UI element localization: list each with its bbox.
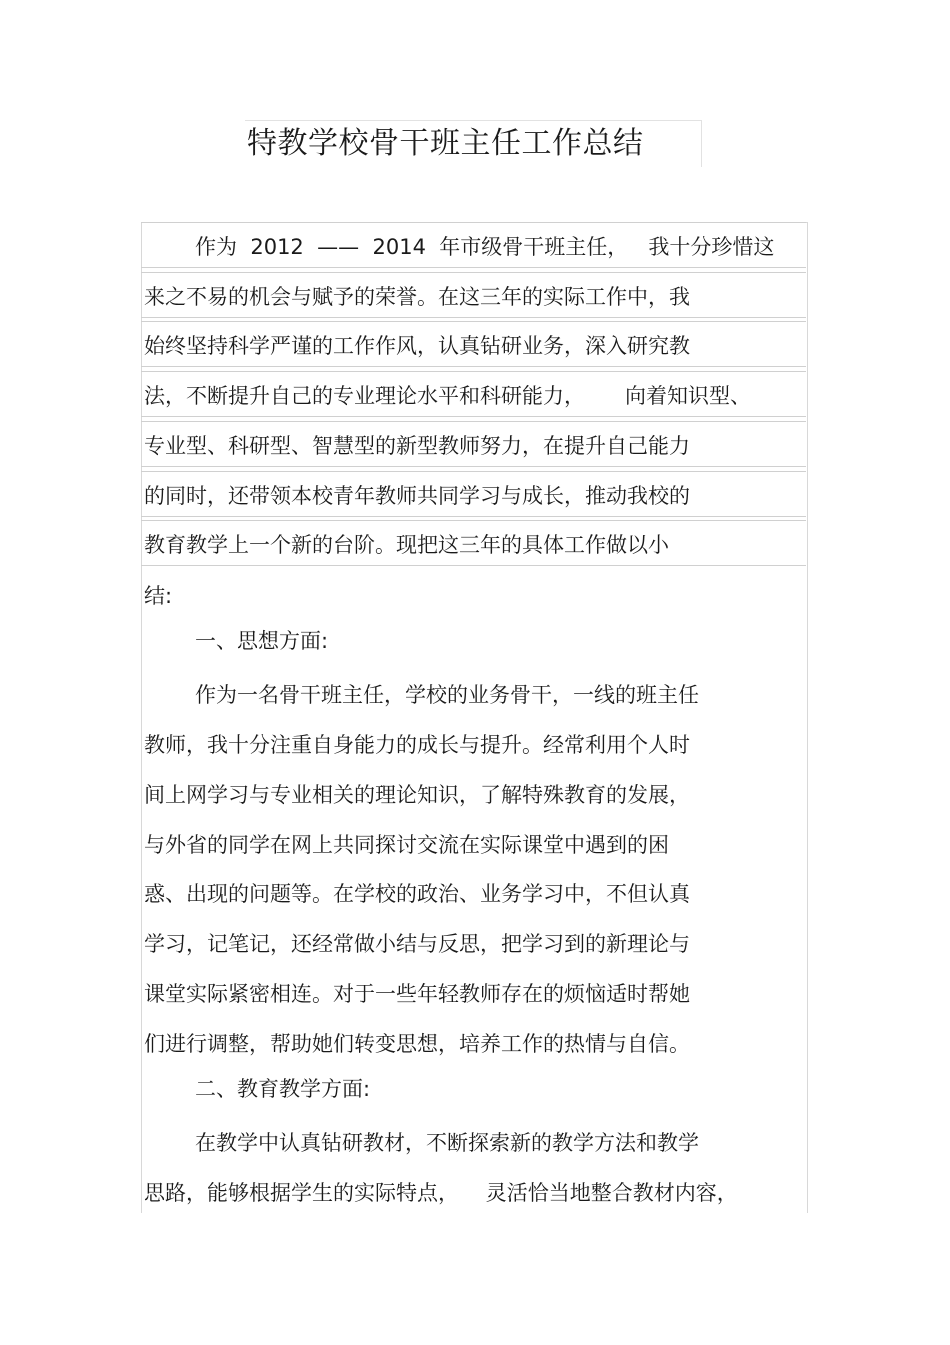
paragraph-line: 学习，记笔记，还经常做小结与反思，把学习到的新理论与 (144, 932, 690, 956)
paragraph-line: 在教学中认真钻研教材，不断探索新的教学方法和教学 (195, 1131, 699, 1155)
paragraph-line: 作为一名骨干班主任，学校的业务骨干，一线的班主任 (195, 683, 699, 707)
paragraph-line: 间上网学习与专业相关的理论知识，了解特殊教育的发展， (144, 783, 690, 807)
paragraph-line: 结: (144, 584, 173, 608)
paragraph-line: 始终坚持科学严谨的工作作风，认真钻研业务，深入研究教 (144, 334, 690, 358)
paragraph-line: 教育教学上一个新的台阶。现把这三年的具体工作做以小 (144, 533, 669, 557)
section-heading: 二、教育教学方面: (195, 1077, 371, 1101)
paragraph-line: 们进行调整，帮助她们转变思想，培养工作的热情与自信。 (144, 1032, 690, 1056)
paragraph-line: 来之不易的机会与赋予的荣誉。在这三年的实际工作中，我 (144, 285, 690, 309)
paragraph-line: 作为 2012 —— 2014 年市级骨干班主任， 我十分珍惜这 (195, 235, 775, 259)
section-heading: 一、思想方面: (195, 629, 329, 653)
paragraph-line: 专业型、科研型、智慧型的新型教师努力，在提升自己能力 (144, 434, 690, 458)
paragraph-line: 与外省的同学在网上共同探讨交流在实际课堂中遇到的困 (144, 833, 669, 857)
paragraph-line: 教师，我十分注重自身能力的成长与提升。经常利用个人时 (144, 733, 690, 757)
paragraph-line: 的同时，还带领本校青年教师共同学习与成长，推动我校的 (144, 484, 690, 508)
paragraph-line: 法，不断提升自己的专业理论水平和科研能力， 向着知识型、 (144, 384, 752, 408)
paragraph-line: 课堂实际紧密相连。对于一些年轻教师存在的烦恼适时帮她 (144, 982, 690, 1006)
paragraph-line: 思路，能够根据学生的实际特点， 灵活恰当地整合教材内容， (144, 1181, 738, 1205)
document-title: 特教学校骨干班主任工作总结 (247, 126, 644, 161)
paragraph-line: 惑、出现的问题等。在学校的政治、业务学习中，不但认真 (144, 882, 690, 906)
